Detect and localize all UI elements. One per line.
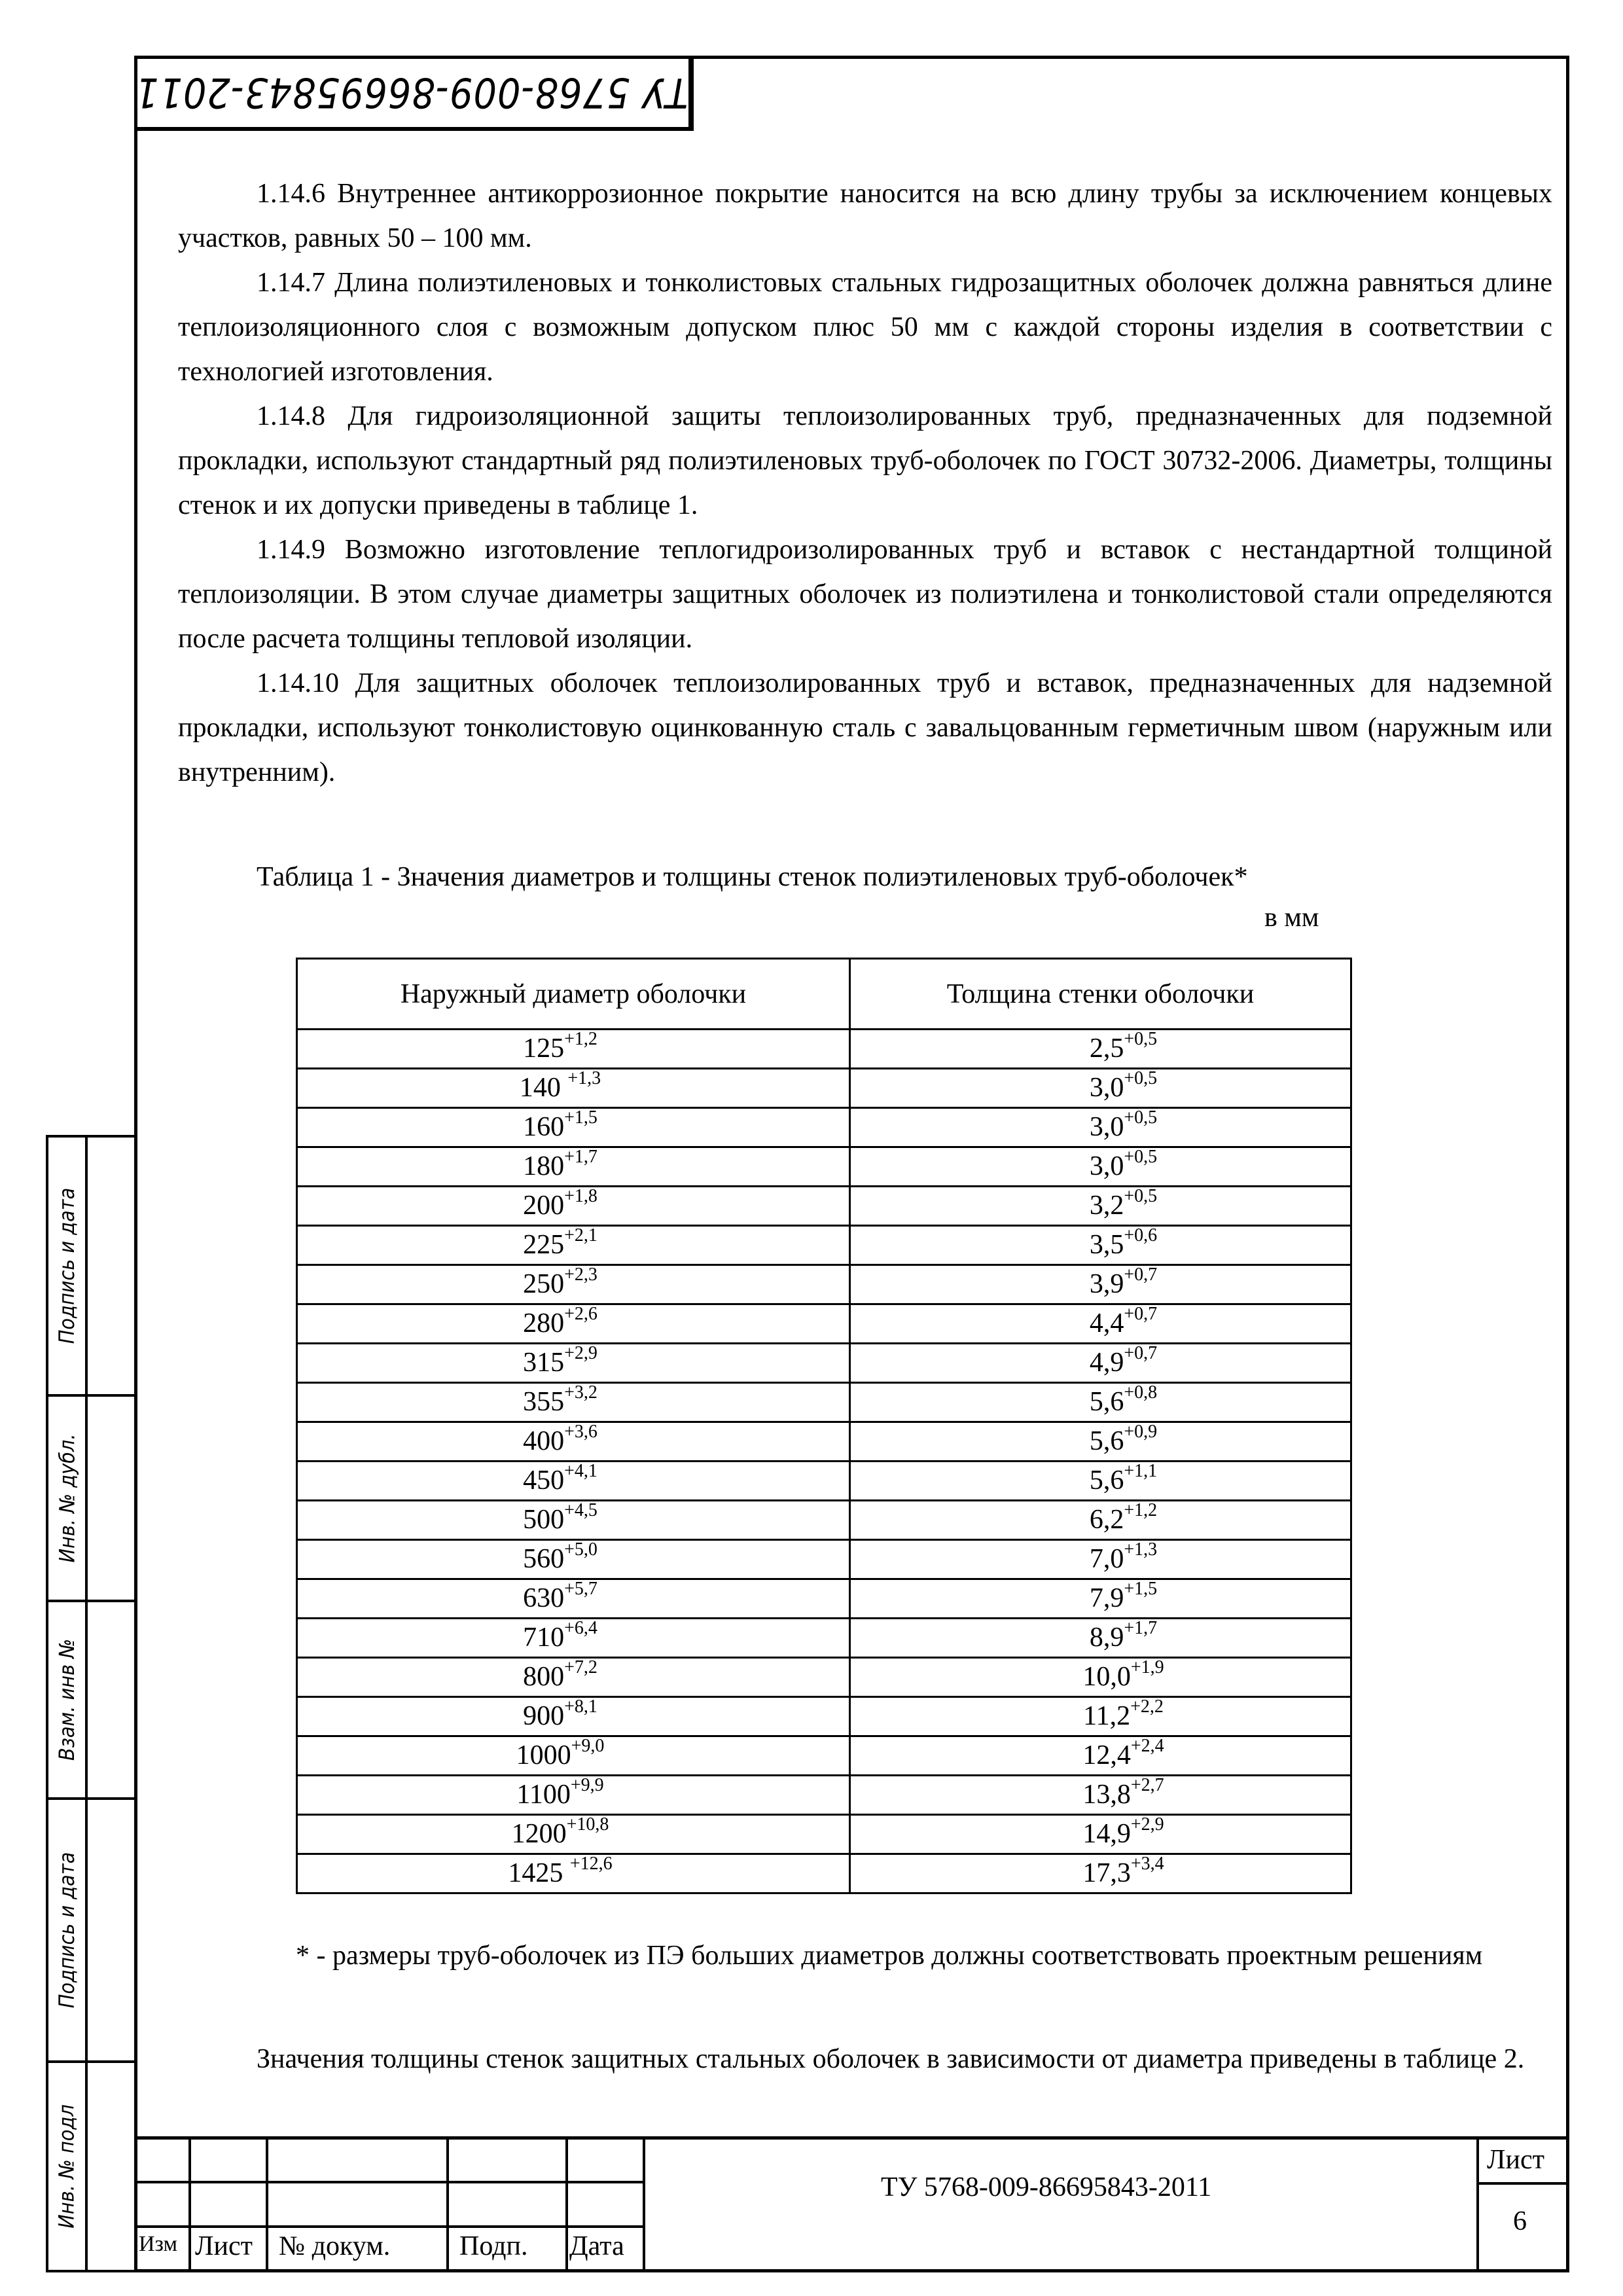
wall-thickness-cell: $3,0^{+0,5}$ xyxy=(850,1069,1351,1108)
paragraph-1-14-6: 1.14.6 Внутреннее антикоррозионное покрытие наносится на всю длину трубы за исключением концевых участков, равных 50 – 100 мм. xyxy=(178,179,1552,253)
table-row xyxy=(297,1462,1351,1501)
title-block-col-line-5 xyxy=(643,2136,645,2272)
wall-thickness-cell: $6,2^{+1,2}$ xyxy=(850,1501,1351,1540)
title-block-row-line-1 xyxy=(134,2181,645,2183)
title-block-col-line-6 xyxy=(1476,2136,1479,2272)
outer-diameter-cell: $200^{+1,8}$ xyxy=(297,1187,850,1226)
table-row xyxy=(297,1697,1351,1736)
wall-thickness-cell: $4,9^{+0,7}$ xyxy=(850,1344,1351,1383)
table-row xyxy=(297,1736,1351,1776)
outer-diameter-cell: $450^{+4,1}$ xyxy=(297,1462,850,1501)
outer-diameter-cell: $630^{+5,7}$ xyxy=(297,1579,850,1619)
closing-paragraph: Значения толщины стенок защитных стальных оболочек в зависимости от диаметра приведены в таблице 2. xyxy=(257,2044,1525,2074)
table-row xyxy=(297,1108,1351,1147)
wall-thickness-cell: $14,9^{+2,9}$ xyxy=(850,1815,1351,1854)
title-block-sheet-line xyxy=(1476,2182,1569,2185)
table-caption: Таблица 1 - Значения диаметров и толщины стенок полиэтиленовых труб-оболочек* xyxy=(257,862,1248,892)
side-label-signature-date-2: Подпись и дата xyxy=(54,1852,79,2009)
table-row xyxy=(297,1147,1351,1187)
title-block-sheet-number: 6 xyxy=(1513,2206,1527,2236)
table-row xyxy=(297,1030,1351,1069)
outer-diameter-cell: $560^{+5,0}$ xyxy=(297,1540,850,1579)
outer-diameter-cell: $250^{+2,3}$ xyxy=(297,1265,850,1304)
title-block-top-line xyxy=(134,2136,1569,2140)
outer-diameter-cell: $400^{+3,6}$ xyxy=(297,1422,850,1462)
outer-diameter-cell: 1425 $^{+12,6}$ xyxy=(297,1854,850,1893)
table-units: в мм xyxy=(1264,903,1319,933)
outer-diameter-cell: $125^{+1,2}$ xyxy=(297,1030,850,1069)
outer-diameter-cell: 140 $^{+1,3}$ xyxy=(297,1069,850,1108)
table-footnote: * - размеры труб-оболочек из ПЭ больших диаметров должны соответствовать проектным решениям xyxy=(296,1941,1483,1971)
table-row xyxy=(297,1658,1351,1697)
outer-diameter-cell: $180^{+1,7}$ xyxy=(297,1147,850,1187)
table-row xyxy=(297,1854,1351,1893)
table-row xyxy=(297,1304,1351,1344)
wall-thickness-cell: $5,6^{+0,8}$ xyxy=(850,1383,1351,1422)
table-row xyxy=(297,1383,1351,1422)
table-header-row xyxy=(297,959,1351,1030)
side-label-replacement-inventory: Взам. инв № xyxy=(54,1638,80,1761)
side-label-original-inventory: Инв. № подл xyxy=(54,2104,80,2229)
table-row xyxy=(297,1540,1351,1579)
header-wall-thickness: Толщина стенки оболочки xyxy=(850,959,1351,1030)
table-row xyxy=(297,1226,1351,1265)
table-row xyxy=(297,1579,1351,1619)
table-row xyxy=(297,1069,1351,1108)
title-block-col-line-3 xyxy=(446,2136,449,2272)
paragraph-1-14-7: 1.14.7 Длина полиэтиленовых и тонколистовых стальных гидрозащитных оболочек должна равняться длине теплоизоляционного слоя с возможным допуском плюс 50 мм с каждой стороны изделия в соответствии с технологией изготовления. xyxy=(178,268,1552,387)
paragraph-1-14-9: 1.14.9 Возможно изготовление теплогидроизолированных труб и вставок с нестандартной толщиной теплоизоляции. В этом случае диаметры защитных оболочек из полиэтилена и тонколистовой стали определяются после расчета толщины тепловой изоляции. xyxy=(178,535,1552,654)
table-row xyxy=(297,1344,1351,1383)
side-stamp-bottom-line xyxy=(46,2270,137,2272)
table-row xyxy=(297,1265,1351,1304)
title-col-date: Дата xyxy=(569,2231,624,2261)
outer-diameter-cell: $225^{+2,1}$ xyxy=(297,1226,850,1265)
outer-diameter-cell: $1100^{+9,9}$ xyxy=(297,1776,850,1815)
wall-thickness-cell: $4,4^{+0,7}$ xyxy=(850,1304,1351,1344)
title-col-sheet: Лист xyxy=(195,2231,253,2261)
side-label-signature-date-1: Подпись и дата xyxy=(54,1187,79,1344)
table-row xyxy=(297,1776,1351,1815)
table-row xyxy=(297,1422,1351,1462)
wall-thickness-cell: $7,9^{+1,5}$ xyxy=(850,1579,1351,1619)
outer-diameter-cell: $1000^{+9,0}$ xyxy=(297,1736,850,1776)
title-col-doc-number: № докум. xyxy=(279,2231,391,2261)
title-block-col-line-4 xyxy=(565,2136,568,2272)
diameters-table xyxy=(296,958,1352,1894)
wall-thickness-cell: $5,6^{+1,1}$ xyxy=(850,1462,1351,1501)
table-row xyxy=(297,1501,1351,1540)
title-block-col-line-1 xyxy=(188,2136,191,2272)
outer-diameter-cell: $710^{+6,4}$ xyxy=(297,1619,850,1658)
outer-diameter-cell: $1200^{+10,8}$ xyxy=(297,1815,850,1854)
outer-diameter-cell: $900^{+8,1}$ xyxy=(297,1697,850,1736)
outer-diameter-cell: $315^{+2,9}$ xyxy=(297,1344,850,1383)
header-code-stamp xyxy=(134,58,694,131)
title-col-change: Изм xyxy=(139,2232,178,2256)
table-row xyxy=(297,1815,1351,1854)
outer-diameter-cell: $800^{+7,2}$ xyxy=(297,1658,850,1697)
outer-diameter-cell: $355^{+3,2}$ xyxy=(297,1383,850,1422)
header-code-text: ТУ 5768-009-86695843-2011 xyxy=(134,68,688,117)
wall-thickness-cell: $3,5^{+0,6}$ xyxy=(850,1226,1351,1265)
title-block-sheet-label: Лист xyxy=(1487,2145,1544,2175)
wall-thickness-cell: $17,3^{+3,4}$ xyxy=(850,1854,1351,1893)
outer-diameter-cell: $280^{+2,6}$ xyxy=(297,1304,850,1344)
outer-diameter-cell: $160^{+1,5}$ xyxy=(297,1108,850,1147)
outer-diameter-cell: $500^{+4,5}$ xyxy=(297,1501,850,1540)
side-label-dup-inventory: Инв. № дубл. xyxy=(54,1433,79,1563)
title-block-document-code: ТУ 5768-009-86695843-2011 xyxy=(881,2172,1212,2202)
wall-thickness-cell: $10,0^{+1,9}$ xyxy=(850,1658,1351,1697)
wall-thickness-cell: $3,0^{+0,5}$ xyxy=(850,1108,1351,1147)
paragraph-1-14-8: 1.14.8 Для гидроизоляционной защиты теплоизолированных труб, предназначенных для подземной прокладки, используют стандартный ряд полиэтиленовых труб-оболочек по ГОСТ 30732-2006. Диаметры, толщины стенок и их допуски приведены в таблице 1. xyxy=(178,401,1552,520)
paragraph-1-14-10: 1.14.10 Для защитных оболочек теплоизолированных труб и вставок, предназначенных для надземной прокладки, используют тонколистовую оцинкованную сталь с завальцованным герметичным швом (наружным или внутренним). xyxy=(178,668,1552,787)
wall-thickness-cell: $3,2^{+0,5}$ xyxy=(850,1187,1351,1226)
wall-thickness-cell: $13,8^{+2,7}$ xyxy=(850,1776,1351,1815)
table-row xyxy=(297,1187,1351,1226)
wall-thickness-cell: $11,2^{+2,2}$ xyxy=(850,1697,1351,1736)
wall-thickness-cell: $8,9^{+1,7}$ xyxy=(850,1619,1351,1658)
wall-thickness-cell: $3,0^{+0,5}$ xyxy=(850,1147,1351,1187)
table-row xyxy=(297,1619,1351,1658)
wall-thickness-cell: $5,6^{+0,9}$ xyxy=(850,1422,1351,1462)
title-col-signature: Подп. xyxy=(459,2231,528,2261)
header-outer-diameter: Наружный диаметр оболочки xyxy=(297,959,850,1030)
title-block-col-line-2 xyxy=(266,2136,268,2272)
wall-thickness-cell: $2,5^{+0,5}$ xyxy=(850,1030,1351,1069)
title-block-row-line-2 xyxy=(134,2225,645,2228)
wall-thickness-cell: $3,9^{+0,7}$ xyxy=(850,1265,1351,1304)
wall-thickness-cell: $12,4^{+2,4}$ xyxy=(850,1736,1351,1776)
wall-thickness-cell: $7,0^{+1,3}$ xyxy=(850,1540,1351,1579)
